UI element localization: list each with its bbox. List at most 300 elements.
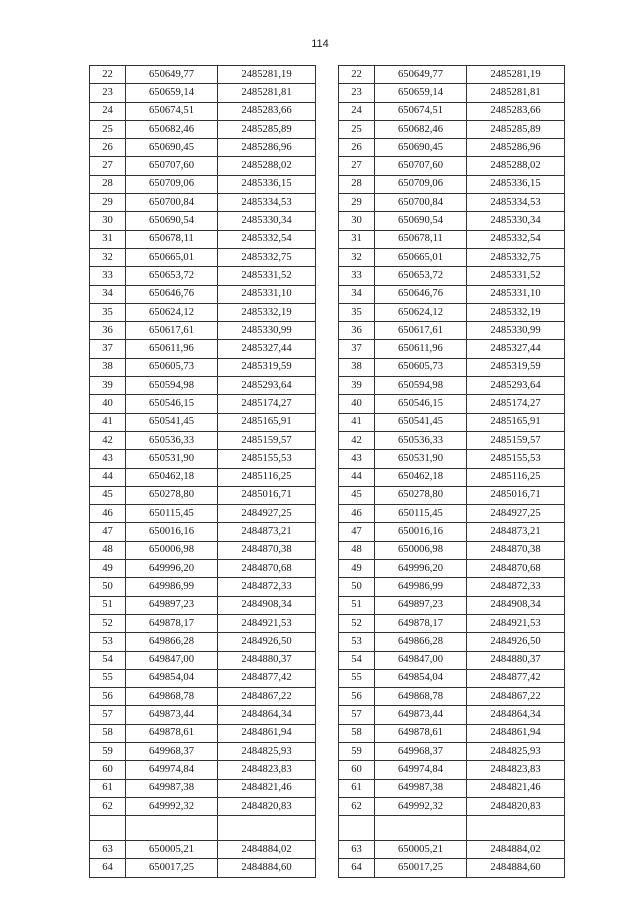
x-coordinate-cell: 649996,20 xyxy=(126,560,218,578)
point-number-cell: 22 xyxy=(339,66,375,84)
y-coordinate-cell xyxy=(218,816,316,841)
y-coordinate-cell: 2484870,68 xyxy=(218,560,316,578)
y-coordinate-cell: 2485016,71 xyxy=(218,486,316,504)
x-coordinate-cell: 650605,73 xyxy=(375,358,467,376)
point-number-cell: 31 xyxy=(339,230,375,248)
point-number-cell: 64 xyxy=(339,859,375,877)
table-row xyxy=(339,303,565,321)
x-coordinate-cell: 650617,61 xyxy=(126,322,218,340)
table-row xyxy=(90,486,316,504)
y-coordinate-cell: 2484927,25 xyxy=(467,505,565,523)
point-number-cell: 59 xyxy=(90,742,126,760)
table-row xyxy=(339,285,565,303)
y-coordinate-cell: 2485165,91 xyxy=(218,413,316,431)
y-coordinate-cell: 2484820,83 xyxy=(218,797,316,815)
x-coordinate-cell: 649878,17 xyxy=(375,614,467,632)
x-coordinate-cell: 650605,73 xyxy=(126,358,218,376)
point-number-cell: 44 xyxy=(90,468,126,486)
table-row xyxy=(339,596,565,614)
table-row xyxy=(339,578,565,596)
y-coordinate-cell: 2485116,25 xyxy=(467,468,565,486)
table-row xyxy=(339,120,565,138)
y-coordinate-cell: 2485293,64 xyxy=(218,377,316,395)
spacer-row xyxy=(90,816,316,841)
point-number-cell: 49 xyxy=(339,560,375,578)
x-coordinate-cell: 650653,72 xyxy=(375,267,467,285)
x-coordinate-cell: 650594,98 xyxy=(375,377,467,395)
x-coordinate-cell: 649987,38 xyxy=(375,779,467,797)
y-coordinate-cell: 2484864,34 xyxy=(218,706,316,724)
table-row xyxy=(339,431,565,449)
table-row xyxy=(90,797,316,815)
y-coordinate-cell: 2485331,52 xyxy=(218,267,316,285)
table-row xyxy=(90,248,316,266)
table-row xyxy=(339,724,565,742)
point-number-cell: 42 xyxy=(339,431,375,449)
x-coordinate-cell: 650646,76 xyxy=(375,285,467,303)
x-coordinate-cell: 650541,45 xyxy=(375,413,467,431)
point-number-cell: 56 xyxy=(339,688,375,706)
point-number-cell: 46 xyxy=(90,505,126,523)
x-coordinate-cell: 650674,51 xyxy=(375,102,467,120)
table-row xyxy=(90,358,316,376)
x-coordinate-cell: 650017,25 xyxy=(375,859,467,877)
y-coordinate-cell: 2485165,91 xyxy=(467,413,565,431)
table-row xyxy=(339,706,565,724)
table-row xyxy=(339,560,565,578)
coordinates-table-right xyxy=(338,65,565,878)
point-number-cell: 55 xyxy=(339,669,375,687)
y-coordinate-cell: 2484873,21 xyxy=(467,523,565,541)
table-row xyxy=(339,395,565,413)
point-number-cell: 25 xyxy=(90,120,126,138)
point-number-cell: 35 xyxy=(339,303,375,321)
y-coordinate-cell: 2484926,50 xyxy=(467,633,565,651)
x-coordinate-cell: 650678,11 xyxy=(126,230,218,248)
x-coordinate-cell: 650005,21 xyxy=(375,841,467,859)
point-number-cell: 26 xyxy=(90,139,126,157)
table-row xyxy=(339,102,565,120)
y-coordinate-cell: 2485159,57 xyxy=(218,431,316,449)
point-number-cell: 53 xyxy=(90,633,126,651)
y-coordinate-cell: 2485155,53 xyxy=(467,450,565,468)
x-coordinate-cell: 650005,21 xyxy=(126,841,218,859)
x-coordinate-cell: 650594,98 xyxy=(126,377,218,395)
x-coordinate-cell: 650659,14 xyxy=(375,84,467,102)
point-number-cell: 46 xyxy=(339,505,375,523)
y-coordinate-cell: 2484867,22 xyxy=(467,688,565,706)
table-row xyxy=(90,230,316,248)
table-row xyxy=(90,322,316,340)
table-row xyxy=(339,377,565,395)
y-coordinate-cell: 2484884,02 xyxy=(467,841,565,859)
table-row xyxy=(90,340,316,358)
y-coordinate-cell: 2484921,53 xyxy=(467,614,565,632)
table-row xyxy=(90,688,316,706)
table-row xyxy=(90,669,316,687)
x-coordinate-cell: 650700,84 xyxy=(375,194,467,212)
table-row xyxy=(90,175,316,193)
point-number-cell: 34 xyxy=(90,285,126,303)
point-number-cell: 56 xyxy=(90,688,126,706)
table-row xyxy=(90,724,316,742)
y-coordinate-cell: 2484825,93 xyxy=(218,742,316,760)
point-number-cell: 61 xyxy=(339,779,375,797)
y-coordinate-cell: 2485286,96 xyxy=(467,139,565,157)
x-coordinate-cell: 650617,61 xyxy=(375,322,467,340)
point-number-cell: 39 xyxy=(339,377,375,395)
point-number-cell: 43 xyxy=(90,450,126,468)
table-row xyxy=(90,194,316,212)
y-coordinate-cell: 2484820,83 xyxy=(467,797,565,815)
point-number-cell: 50 xyxy=(339,578,375,596)
point-number-cell: 30 xyxy=(339,212,375,230)
point-number-cell: 23 xyxy=(90,84,126,102)
x-coordinate-cell: 649968,37 xyxy=(375,742,467,760)
point-number-cell: 61 xyxy=(90,779,126,797)
table-row xyxy=(339,84,565,102)
point-number-cell: 57 xyxy=(90,706,126,724)
x-coordinate-cell: 650531,90 xyxy=(375,450,467,468)
table-row xyxy=(90,84,316,102)
table-row xyxy=(90,742,316,760)
x-coordinate-cell: 650016,16 xyxy=(126,523,218,541)
y-coordinate-cell: 2484825,93 xyxy=(467,742,565,760)
table-row xyxy=(90,450,316,468)
x-coordinate-cell: 650649,77 xyxy=(375,66,467,84)
y-coordinate-cell: 2485116,25 xyxy=(218,468,316,486)
table-row xyxy=(339,66,565,84)
y-coordinate-cell: 2485174,27 xyxy=(218,395,316,413)
point-number-cell: 41 xyxy=(90,413,126,431)
y-coordinate-cell: 2484880,37 xyxy=(218,651,316,669)
point-number-cell xyxy=(90,816,126,841)
x-coordinate-cell: 650531,90 xyxy=(126,450,218,468)
point-number-cell: 24 xyxy=(90,102,126,120)
y-coordinate-cell xyxy=(467,816,565,841)
y-coordinate-cell: 2485331,10 xyxy=(467,285,565,303)
y-coordinate-cell: 2484877,42 xyxy=(467,669,565,687)
x-coordinate-cell: 650611,96 xyxy=(126,340,218,358)
table-row xyxy=(90,157,316,175)
x-coordinate-cell: 649986,99 xyxy=(126,578,218,596)
y-coordinate-cell: 2484870,68 xyxy=(467,560,565,578)
point-number-cell: 60 xyxy=(90,761,126,779)
table-row xyxy=(90,859,316,877)
y-coordinate-cell: 2485281,81 xyxy=(467,84,565,102)
table-row xyxy=(90,578,316,596)
x-coordinate-cell: 650682,46 xyxy=(126,120,218,138)
x-coordinate-cell: 650707,60 xyxy=(375,157,467,175)
point-number-cell: 62 xyxy=(90,797,126,815)
y-coordinate-cell: 2485281,81 xyxy=(218,84,316,102)
point-number-cell: 32 xyxy=(339,248,375,266)
x-coordinate-cell: 649868,78 xyxy=(126,688,218,706)
table-row xyxy=(339,358,565,376)
x-coordinate-cell: 650690,45 xyxy=(126,139,218,157)
y-coordinate-cell: 2484880,37 xyxy=(467,651,565,669)
table-row xyxy=(339,486,565,504)
table-row xyxy=(339,212,565,230)
point-number-cell: 31 xyxy=(90,230,126,248)
point-number-cell: 54 xyxy=(339,651,375,669)
x-coordinate-cell: 649996,20 xyxy=(375,560,467,578)
y-coordinate-cell: 2485159,57 xyxy=(467,431,565,449)
x-coordinate-cell: 649897,23 xyxy=(375,596,467,614)
point-number-cell: 63 xyxy=(90,841,126,859)
point-number-cell: 25 xyxy=(339,120,375,138)
table-row xyxy=(90,212,316,230)
x-coordinate-cell: 650115,45 xyxy=(126,505,218,523)
x-coordinate-cell: 650624,12 xyxy=(126,303,218,321)
point-number-cell: 47 xyxy=(90,523,126,541)
table-row xyxy=(339,688,565,706)
y-coordinate-cell: 2484872,33 xyxy=(218,578,316,596)
y-coordinate-cell: 2484823,83 xyxy=(467,761,565,779)
y-coordinate-cell: 2485332,75 xyxy=(467,248,565,266)
x-coordinate-cell: 649854,04 xyxy=(375,669,467,687)
y-coordinate-cell: 2485330,99 xyxy=(218,322,316,340)
table-row xyxy=(90,523,316,541)
x-coordinate-cell: 650546,15 xyxy=(126,395,218,413)
point-number-cell: 27 xyxy=(90,157,126,175)
y-coordinate-cell: 2485288,02 xyxy=(218,157,316,175)
x-coordinate-cell: 650278,80 xyxy=(375,486,467,504)
table-row xyxy=(339,841,565,859)
point-number-cell: 63 xyxy=(339,841,375,859)
table-row xyxy=(339,614,565,632)
point-number-cell: 58 xyxy=(90,724,126,742)
point-number-cell: 52 xyxy=(339,614,375,632)
point-number-cell: 51 xyxy=(339,596,375,614)
x-coordinate-cell: 650665,01 xyxy=(126,248,218,266)
table-row xyxy=(90,431,316,449)
table-row xyxy=(339,797,565,815)
y-coordinate-cell: 2485293,64 xyxy=(467,377,565,395)
point-number-cell: 52 xyxy=(90,614,126,632)
point-number-cell: 28 xyxy=(90,175,126,193)
point-number-cell: 24 xyxy=(339,102,375,120)
x-coordinate-cell: 650546,15 xyxy=(375,395,467,413)
x-coordinate-cell: 649878,61 xyxy=(126,724,218,742)
table-row xyxy=(90,560,316,578)
x-coordinate-cell: 650659,14 xyxy=(126,84,218,102)
coordinates-table-left xyxy=(89,65,316,878)
y-coordinate-cell: 2485327,44 xyxy=(218,340,316,358)
y-coordinate-cell: 2485334,53 xyxy=(467,194,565,212)
y-coordinate-cell: 2485336,15 xyxy=(218,175,316,193)
table-row xyxy=(339,175,565,193)
y-coordinate-cell: 2485319,59 xyxy=(218,358,316,376)
y-coordinate-cell: 2484821,46 xyxy=(218,779,316,797)
y-coordinate-cell: 2485331,52 xyxy=(467,267,565,285)
y-coordinate-cell: 2485330,34 xyxy=(467,212,565,230)
table-row xyxy=(90,377,316,395)
y-coordinate-cell: 2485281,19 xyxy=(467,66,565,84)
table-row xyxy=(90,139,316,157)
point-number-cell: 37 xyxy=(90,340,126,358)
y-coordinate-cell: 2484870,38 xyxy=(467,541,565,559)
x-coordinate-cell: 650649,77 xyxy=(126,66,218,84)
table-row xyxy=(90,706,316,724)
x-coordinate-cell: 650690,54 xyxy=(126,212,218,230)
table-row xyxy=(339,505,565,523)
y-coordinate-cell: 2484873,21 xyxy=(218,523,316,541)
x-coordinate-cell: 650674,51 xyxy=(126,102,218,120)
table-row xyxy=(339,523,565,541)
y-coordinate-cell: 2485331,10 xyxy=(218,285,316,303)
x-coordinate-cell: 650646,76 xyxy=(126,285,218,303)
table-row xyxy=(339,248,565,266)
x-coordinate-cell: 649968,37 xyxy=(126,742,218,760)
x-coordinate-cell: 650278,80 xyxy=(126,486,218,504)
y-coordinate-cell: 2485286,96 xyxy=(218,139,316,157)
table-row xyxy=(90,413,316,431)
table-row xyxy=(90,651,316,669)
point-number-cell: 48 xyxy=(339,541,375,559)
point-number-cell: 38 xyxy=(339,358,375,376)
x-coordinate-cell: 649866,28 xyxy=(126,633,218,651)
x-coordinate-cell: 649992,32 xyxy=(375,797,467,815)
table-row xyxy=(339,157,565,175)
y-coordinate-cell: 2485155,53 xyxy=(218,450,316,468)
y-coordinate-cell: 2484884,60 xyxy=(218,859,316,877)
point-number-cell: 36 xyxy=(90,322,126,340)
x-coordinate-cell: 650707,60 xyxy=(126,157,218,175)
y-coordinate-cell: 2484884,02 xyxy=(218,841,316,859)
table-row xyxy=(339,450,565,468)
table-row xyxy=(339,669,565,687)
point-number-cell: 64 xyxy=(90,859,126,877)
x-coordinate-cell: 650462,18 xyxy=(375,468,467,486)
y-coordinate-cell: 2485283,66 xyxy=(218,102,316,120)
point-number-cell: 62 xyxy=(339,797,375,815)
x-coordinate-cell: 650682,46 xyxy=(375,120,467,138)
point-number-cell: 58 xyxy=(339,724,375,742)
table-row xyxy=(90,267,316,285)
point-number-cell: 27 xyxy=(339,157,375,175)
y-coordinate-cell: 2485285,89 xyxy=(218,120,316,138)
y-coordinate-cell: 2484872,33 xyxy=(467,578,565,596)
y-coordinate-cell: 2484870,38 xyxy=(218,541,316,559)
point-number-cell: 40 xyxy=(90,395,126,413)
point-number-cell: 60 xyxy=(339,761,375,779)
page-number: 114 xyxy=(311,38,329,50)
x-coordinate-cell: 650690,54 xyxy=(375,212,467,230)
point-number-cell: 45 xyxy=(339,486,375,504)
x-coordinate-cell: 650611,96 xyxy=(375,340,467,358)
y-coordinate-cell: 2485285,89 xyxy=(467,120,565,138)
table-row xyxy=(339,541,565,559)
y-coordinate-cell: 2485016,71 xyxy=(467,486,565,504)
table-row xyxy=(339,859,565,877)
table-row xyxy=(90,468,316,486)
point-number-cell: 40 xyxy=(339,395,375,413)
x-coordinate-cell: 649974,84 xyxy=(375,761,467,779)
y-coordinate-cell: 2485330,34 xyxy=(218,212,316,230)
table-row xyxy=(339,742,565,760)
x-coordinate-cell: 650017,25 xyxy=(126,859,218,877)
y-coordinate-cell: 2485281,19 xyxy=(218,66,316,84)
y-coordinate-cell: 2485330,99 xyxy=(467,322,565,340)
x-coordinate-cell: 650462,18 xyxy=(126,468,218,486)
spacer-row xyxy=(339,816,565,841)
point-number-cell: 33 xyxy=(90,267,126,285)
point-number-cell: 48 xyxy=(90,541,126,559)
point-number-cell: 38 xyxy=(90,358,126,376)
point-number-cell: 29 xyxy=(339,194,375,212)
table-row xyxy=(90,102,316,120)
table-row xyxy=(90,841,316,859)
x-coordinate-cell: 650016,16 xyxy=(375,523,467,541)
table-row xyxy=(339,267,565,285)
x-coordinate-cell: 650709,06 xyxy=(375,175,467,193)
x-coordinate-cell: 650541,45 xyxy=(126,413,218,431)
y-coordinate-cell: 2484884,60 xyxy=(467,859,565,877)
y-coordinate-cell: 2484821,46 xyxy=(467,779,565,797)
point-number-cell: 34 xyxy=(339,285,375,303)
point-number-cell: 26 xyxy=(339,139,375,157)
point-number-cell: 28 xyxy=(339,175,375,193)
table-row xyxy=(90,285,316,303)
y-coordinate-cell: 2485327,44 xyxy=(467,340,565,358)
y-coordinate-cell: 2485332,54 xyxy=(218,230,316,248)
y-coordinate-cell: 2485283,66 xyxy=(467,102,565,120)
table-row xyxy=(339,322,565,340)
y-coordinate-cell: 2485332,75 xyxy=(218,248,316,266)
y-coordinate-cell: 2484864,34 xyxy=(467,706,565,724)
table-row xyxy=(90,541,316,559)
point-number-cell: 57 xyxy=(339,706,375,724)
x-coordinate-cell: 650709,06 xyxy=(126,175,218,193)
x-coordinate-cell: 649847,00 xyxy=(126,651,218,669)
point-number-cell: 44 xyxy=(339,468,375,486)
table-row xyxy=(90,66,316,84)
x-coordinate-cell xyxy=(126,816,218,841)
table-row xyxy=(339,139,565,157)
point-number-cell: 50 xyxy=(90,578,126,596)
y-coordinate-cell: 2484921,53 xyxy=(218,614,316,632)
x-coordinate-cell: 649847,00 xyxy=(375,651,467,669)
table-row xyxy=(339,413,565,431)
point-number-cell: 39 xyxy=(90,377,126,395)
table-row xyxy=(339,340,565,358)
x-coordinate-cell: 649992,32 xyxy=(126,797,218,815)
x-coordinate-cell: 649868,78 xyxy=(375,688,467,706)
point-number-cell: 49 xyxy=(90,560,126,578)
y-coordinate-cell: 2485174,27 xyxy=(467,395,565,413)
y-coordinate-cell: 2484867,22 xyxy=(218,688,316,706)
table-row xyxy=(90,633,316,651)
y-coordinate-cell: 2484926,50 xyxy=(218,633,316,651)
x-coordinate-cell: 649878,61 xyxy=(375,724,467,742)
point-number-cell: 37 xyxy=(339,340,375,358)
x-coordinate-cell: 650653,72 xyxy=(126,267,218,285)
point-number-cell: 23 xyxy=(339,84,375,102)
table-row xyxy=(90,614,316,632)
y-coordinate-cell: 2485319,59 xyxy=(467,358,565,376)
point-number-cell: 59 xyxy=(339,742,375,760)
x-coordinate-cell: 650678,11 xyxy=(375,230,467,248)
y-coordinate-cell: 2484877,42 xyxy=(218,669,316,687)
table-row xyxy=(339,468,565,486)
point-number-cell: 53 xyxy=(339,633,375,651)
x-coordinate-cell: 650690,45 xyxy=(375,139,467,157)
x-coordinate-cell xyxy=(375,816,467,841)
point-number-cell: 29 xyxy=(90,194,126,212)
y-coordinate-cell: 2484823,83 xyxy=(218,761,316,779)
table-row xyxy=(339,194,565,212)
